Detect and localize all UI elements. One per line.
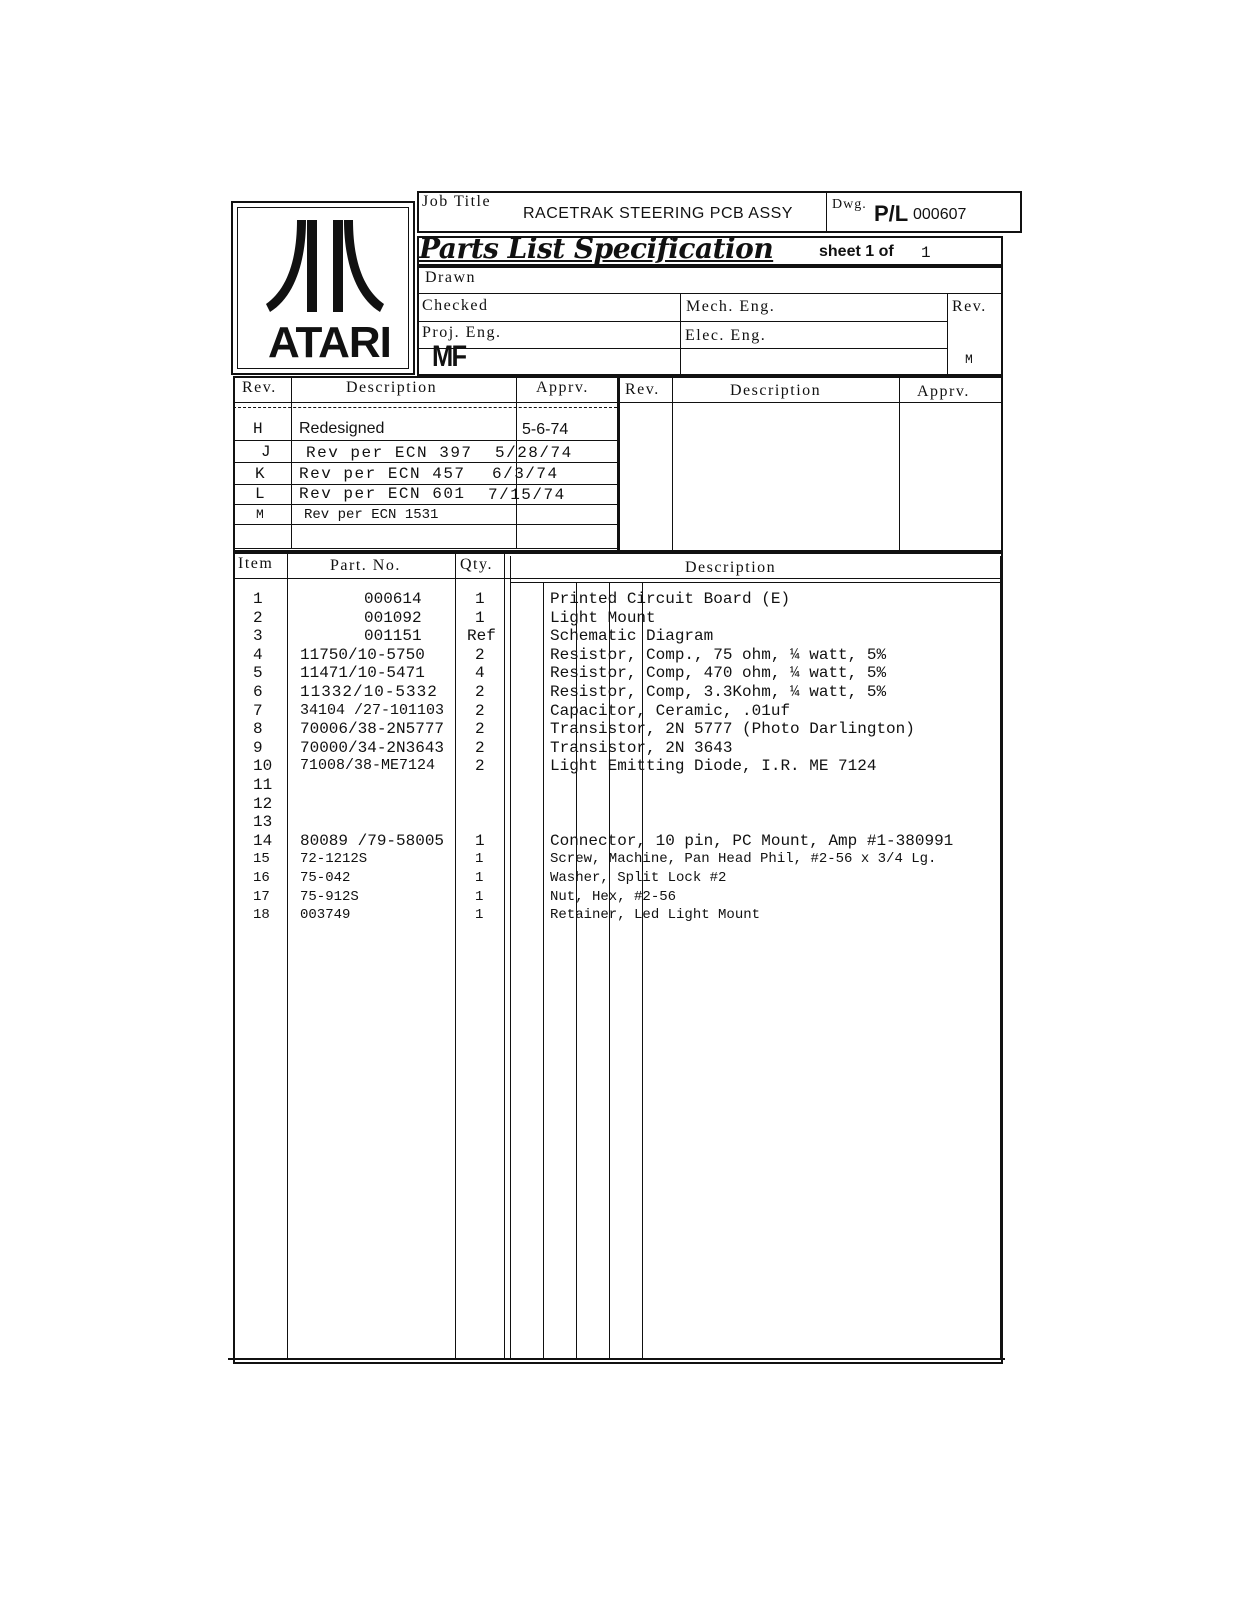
divider (617, 376, 620, 552)
description-cell: Washer, Split Lock #2 (550, 870, 727, 886)
description-cell: Capacitor, Ceramic, .01uf (550, 701, 791, 720)
description-cell: Nut, Hex, #2-56 (550, 888, 677, 905)
description-cell: Transistor, 2N 3643 (550, 738, 733, 757)
atari-logo-text: ATARI (268, 318, 391, 367)
item-cell: 16 (253, 870, 270, 886)
divider (417, 321, 947, 322)
qty-cell: Ref (467, 627, 496, 646)
revision-description: Rev per ECN 601 (299, 485, 466, 503)
qty-cell: 2 (475, 701, 485, 720)
description-cell: Retainer, Led Light Mount (550, 907, 761, 924)
item-cell: 8 (253, 720, 263, 739)
qty-cell: 2 (475, 683, 485, 701)
qty-cell: 1 (475, 888, 484, 905)
item-col-header: Item (238, 555, 274, 572)
dwg-number: 000607 (913, 206, 967, 223)
table-row (0, 609, 1000, 628)
qty-cell: 1 (475, 907, 484, 924)
table-row (0, 813, 1000, 832)
qty-cell: 1 (475, 831, 485, 850)
job-title-value: RACETRAK STEERING PCB ASSY (523, 205, 793, 222)
divider (417, 348, 947, 349)
description-cell: Schematic Diagram (550, 627, 714, 646)
revision-rev: H (253, 420, 263, 438)
atari-fuji-icon (266, 218, 384, 316)
item-cell: 2 (253, 608, 263, 627)
part-no-cell: 70006/38-2N5777 (300, 720, 445, 739)
divider (899, 376, 900, 552)
item-cell: 12 (253, 794, 273, 813)
divider (826, 191, 827, 233)
part-no-cell: 11750/10-5750 (300, 645, 425, 664)
qty-cell: 2 (475, 757, 485, 776)
part-no-cell: 71008/38-ME7124 (300, 757, 436, 775)
revision-rev: L (255, 485, 265, 503)
part-no-cell: 001092 (364, 608, 422, 627)
divider (233, 524, 617, 525)
divider (233, 440, 617, 441)
qty-cell: 1 (475, 851, 484, 868)
revision-apprv: 7/15/74 (488, 486, 566, 504)
revision-apprv: 5/28/74 (495, 444, 573, 462)
part-no-cell: 75-042 (300, 870, 351, 886)
table-row (0, 627, 1000, 646)
description-cell: Resistor, Comp., 75 ohm, ¼ watt, 5% (550, 645, 887, 664)
revision-apprv: 5-6-74 (522, 421, 569, 438)
divider (233, 578, 1003, 579)
qty-col-header: Qty. (460, 556, 493, 573)
divider (1000, 556, 1001, 1360)
form-title: Parts List Specification (419, 232, 774, 265)
apprv-col-header: Apprv. (536, 379, 589, 396)
part-no-cell: 80089 /79-58005 (300, 831, 445, 850)
divider (680, 293, 681, 375)
revision-description: Rev per ECN 457 (299, 465, 466, 483)
part-no-col-header: Part. No. (330, 557, 401, 574)
item-cell: 6 (253, 683, 263, 701)
part-no-cell: 75-912S (300, 888, 359, 905)
description-col-header: Description (685, 559, 777, 576)
part-no-cell: 70000/34-2N3643 (300, 738, 445, 757)
revision-rev: J (261, 443, 271, 461)
table-row (0, 590, 1000, 609)
table-row (0, 720, 1000, 739)
divider (233, 462, 617, 463)
revision-rev: M (256, 507, 264, 522)
item-cell: 11 (253, 776, 273, 794)
item-cell: 3 (253, 627, 263, 646)
description-col-header-right: Description (730, 382, 822, 399)
divider (672, 376, 673, 552)
description-cell: Screw, Machine, Pan Head Phil, #2-56 x 3/4 Lg. (550, 851, 937, 868)
table-row (0, 683, 1000, 702)
divider (233, 548, 617, 549)
table-row (0, 702, 1000, 721)
description-cell: Resistor, Comp, 470 ohm, ¼ watt, 5% (550, 664, 887, 683)
item-cell: 4 (253, 645, 263, 664)
revision-description: Redesigned (299, 420, 385, 437)
revision-description: Rev per ECN 397 (306, 444, 473, 462)
description-cell: Light Mount (550, 608, 656, 627)
table-row (0, 906, 1000, 925)
checked-label: Checked (422, 297, 489, 314)
qty-cell: 2 (475, 738, 485, 757)
divider (228, 1358, 1005, 1360)
table-row (0, 646, 1000, 665)
part-no-cell: 000614 (364, 590, 422, 608)
table-row (0, 739, 1000, 758)
description-cell: Resistor, Comp, 3.3Kohm, ¼ watt, 5% (550, 683, 887, 701)
divider (417, 293, 1003, 294)
item-cell: 14 (253, 831, 273, 850)
revision-apprv: 6/3/74 (492, 465, 559, 483)
divider (233, 504, 617, 505)
item-cell: 18 (253, 907, 270, 924)
table-row (0, 888, 1000, 907)
qty-cell: 2 (475, 645, 485, 664)
table-row (0, 850, 1000, 869)
qty-cell: 2 (475, 720, 485, 739)
description-cell: Transistor, 2N 5777 (Photo Darlington) (550, 720, 915, 739)
part-no-cell: 11332/10-5332 (300, 683, 438, 701)
sheet-label: sheet 1 of (819, 243, 894, 260)
part-no-cell: 11471/10-5471 (300, 664, 425, 683)
item-cell: 15 (253, 851, 270, 868)
description-cell: Light Emitting Diode, I.R. ME 7124 (550, 757, 877, 776)
part-no-cell: 72-1212S (300, 851, 368, 868)
apprv-col-header-right: Apprv. (917, 383, 970, 400)
divider (510, 582, 1000, 583)
qty-cell: 1 (475, 608, 485, 627)
qty-cell: 1 (475, 870, 484, 886)
description-col-header: Description (346, 379, 438, 396)
divider (947, 293, 948, 375)
part-no-cell: 001151 (364, 627, 422, 646)
item-cell: 9 (253, 738, 263, 757)
description-cell: Connector, 10 pin, PC Mount, Amp #1-380991 (550, 831, 954, 850)
sheet-total: 1 (921, 244, 931, 262)
item-cell: 1 (253, 590, 263, 608)
table-row (0, 776, 1000, 795)
item-cell: 7 (253, 701, 263, 720)
table-row (0, 795, 1000, 814)
dwg-prefix: P/L (874, 201, 909, 226)
revision-rev: K (255, 465, 265, 483)
item-cell: 5 (253, 664, 263, 683)
job-title-label: Job Title (422, 193, 492, 210)
rev-col-header: Rev. (242, 379, 277, 396)
rev-col-header-right: Rev. (625, 381, 660, 398)
table-row (0, 869, 1000, 888)
proj-eng-initials: MF (432, 340, 466, 373)
table-row (0, 757, 1000, 776)
table-row (0, 664, 1000, 683)
revision-description: Rev per ECN 1531 (304, 507, 439, 523)
part-no-cell: 34104 /27-101103 (300, 701, 445, 719)
drawn-label: Drawn (425, 269, 477, 286)
qty-cell: 1 (475, 590, 485, 608)
dwg-label: Dwg. (832, 197, 867, 212)
rev-value: M (965, 352, 973, 367)
rev-label: Rev. (952, 298, 987, 315)
item-cell: 10 (253, 757, 273, 776)
mech-eng-label: Mech. Eng. (686, 298, 776, 315)
part-no-cell: 003749 (300, 907, 351, 924)
item-cell: 13 (253, 813, 273, 832)
item-cell: 17 (253, 888, 270, 905)
qty-cell: 4 (475, 664, 485, 683)
proj-eng-label: Proj. Eng. (422, 324, 502, 341)
elec-eng-label: Elec. Eng. (685, 327, 767, 344)
description-cell: Printed Circuit Board (E) (550, 590, 791, 608)
table-row (0, 832, 1000, 851)
